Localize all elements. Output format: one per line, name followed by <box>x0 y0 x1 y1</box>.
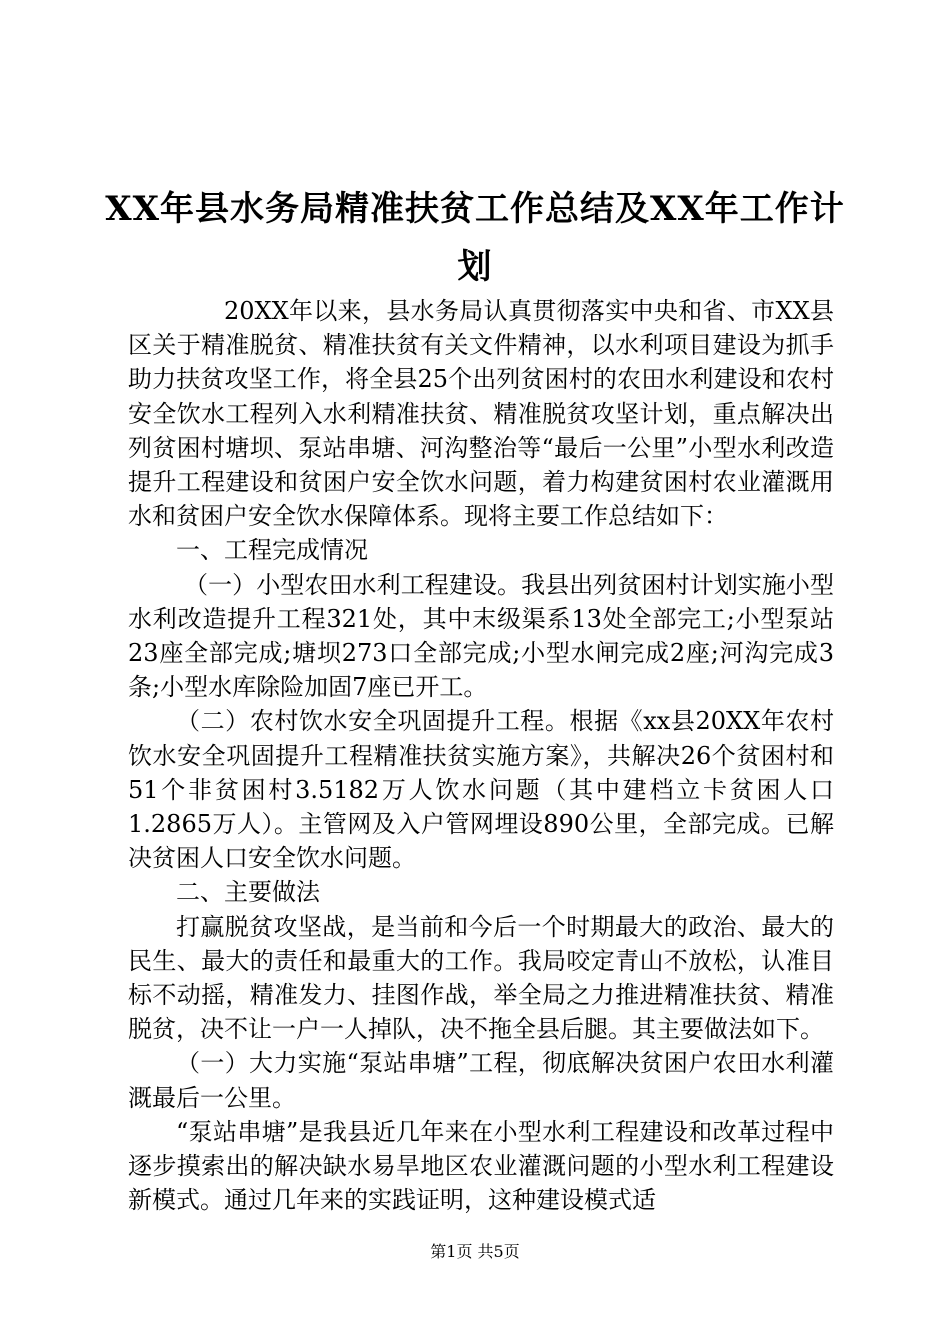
section-heading-1: 一、工程完成情况 <box>176 536 368 565</box>
paragraph-subheading-1: （一）大力实施“泵站串塘”工程，彻底解决贫困户农田水利灌溉最后一公里。 <box>128 1049 834 1112</box>
paragraph-intro: 20XX年以来，县水务局认真贯彻落实中央和省、市XX县区关于精准脱贫、精准扶贫有关文件精神，以水利项目建设为抓手助力扶贫攻坚工作，将全县25个出列贫困村的农田水利建设和农村安全饮水工程列入水利精准扶贫、精准脱贫攻坚计划，重点解决出列贫困村塘坝、泵站串塘、河沟整治等“最后一公里”小型水利改造提升工程建设和贫困户安全饮水问题，着力构建贫困村农业灌溉用水和贫困户安全饮水保障体系。现将主要工作总结如下： <box>128 297 834 531</box>
paragraph-main-methods: 打赢脱贫攻坚战，是当前和今后一个时期最大的政治、最大的民生、最大的责任和最重大的工作。我局咬定青山不放松，认准目标不动摇，精准发力、挂图作战，举全局之力推进精准扶贫、精准脱贫，决不让一户一人掉队，决不拖全县后腿。其主要做法如下。 <box>128 912 834 1044</box>
paragraph-drinking-water: （二）农村饮水安全巩固提升工程。根据《xx县20XX年农村饮水安全巩固提升工程精准扶贫实施方案》，共解决26个贫困村和51个非贫困村3.5182万人饮水问题（其中建档立卡贫困人口1.2865万人）。主管网及入户管网埋设890公里，全部完成。已解决贫困人口安全饮水问题。 <box>128 707 834 873</box>
page-footer: 第1页 共5页 <box>430 1242 520 1261</box>
section-heading-2: 二、主要做法 <box>176 878 320 907</box>
paragraph-farmland: （一）小型农田水利工程建设。我县出列贫困村计划实施小型水利改造提升工程321处，其中末级渠系13处全部完工;小型泵站23座全部完成;塘坝273口全部完成;小型水闸完成2座;河沟完成3条;小型水库除险加固7座已开工。 <box>128 570 834 702</box>
document-title: XX年县水务局精准扶贫工作总结及XX年工作计划 <box>105 189 845 287</box>
paragraph-pump-station: “泵站串塘”是我县近几年来在小型水利工程建设和改革过程中逐步摸索出的解决缺水易旱地区农业灌溉问题的小型水利工程建设新模式。通过几年来的实践证明，这种建设模式适 <box>128 1117 834 1215</box>
document-body <box>128 294 834 1217</box>
